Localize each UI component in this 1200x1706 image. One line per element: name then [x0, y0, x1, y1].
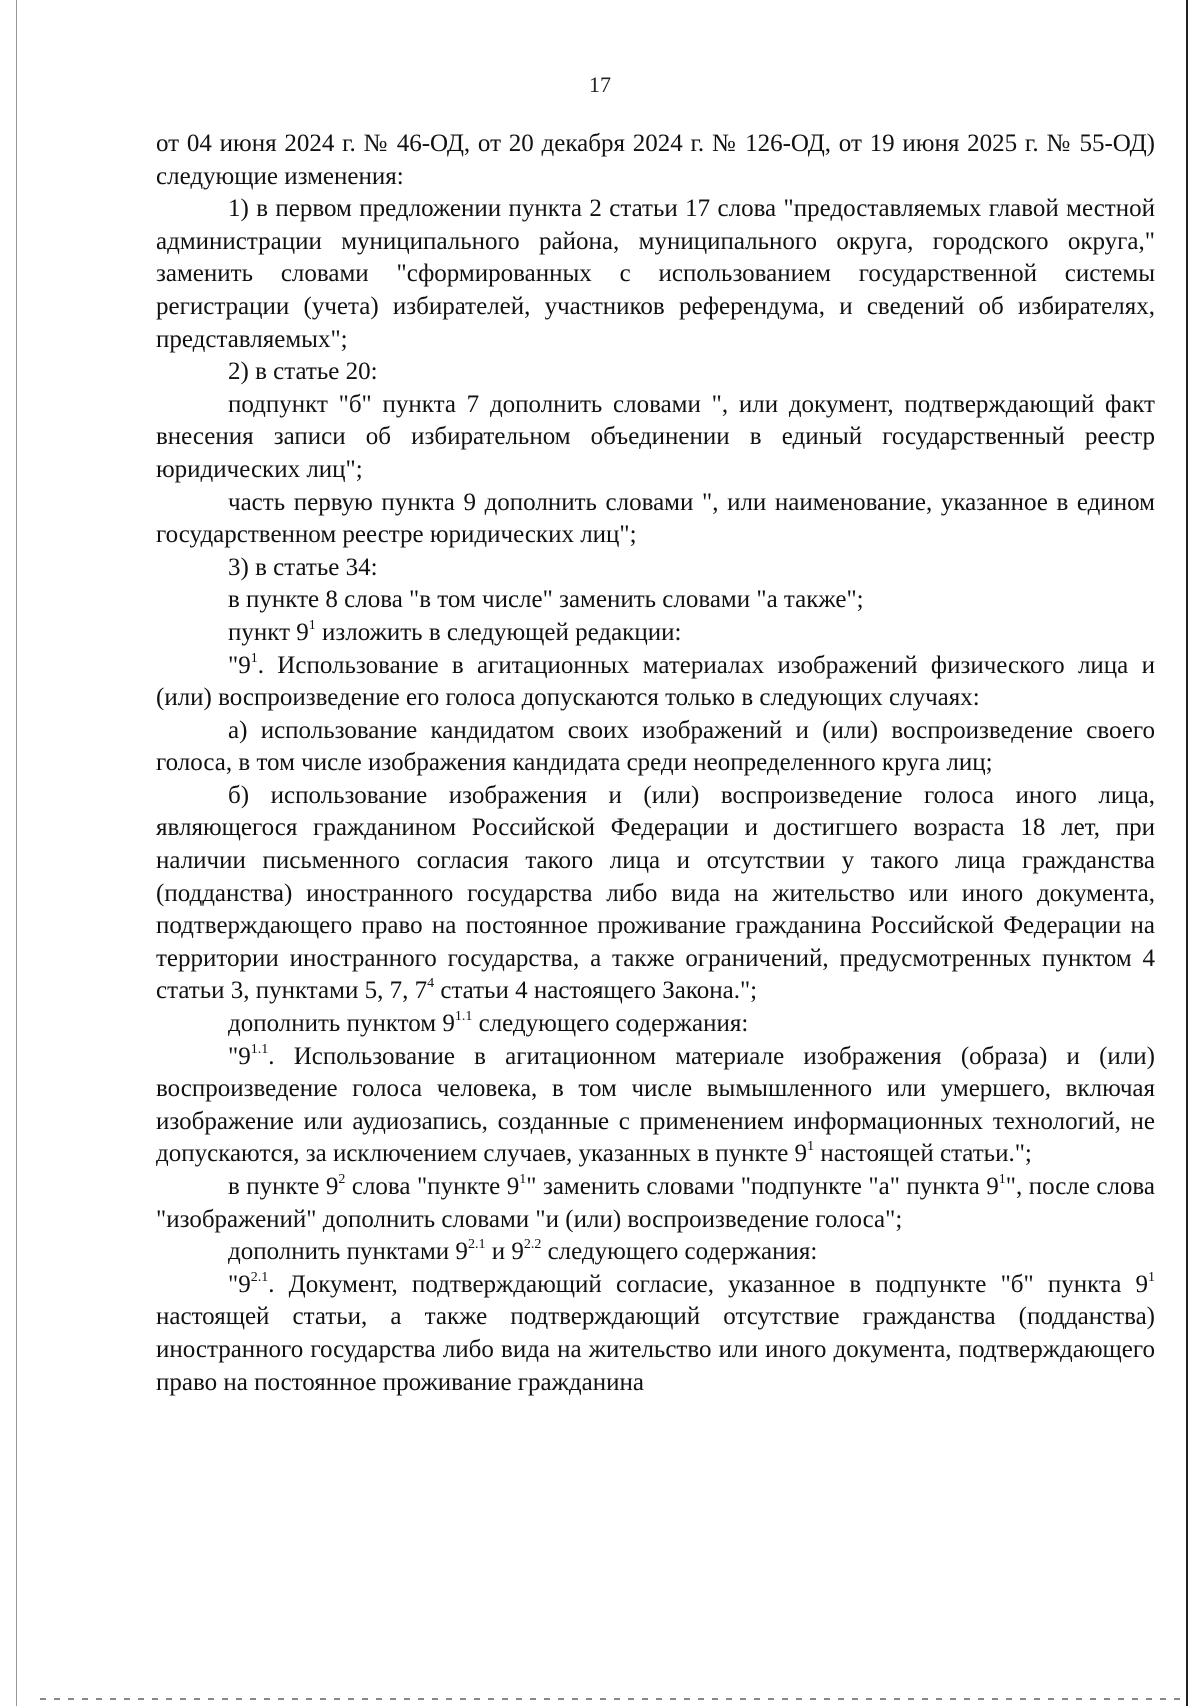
paragraph [156, 1008, 1155, 1041]
document-body [156, 128, 1155, 1399]
text-run: ", после слова "изображений" дополнить словами "и (или) воспроизведение голоса"; [156, 1173, 1155, 1233]
paragraph [156, 128, 1155, 193]
text-run: статьи 4 настоящего Закона."; [434, 977, 758, 1005]
paragraph [156, 780, 1155, 1008]
text-run: следующего содержания: [472, 1010, 749, 1038]
text-run: часть первую пункта 9 дополнить словами ", или наименование, указанное в едином государственном реестре юридических лиц"; [156, 488, 1155, 549]
text-run: . Документ, подтверждающий согласие, указанное в подпункте "б" пункта 9 [268, 1270, 1148, 1298]
text-run: " заменить словами "подпункте "а" пункта 9 [526, 1173, 999, 1200]
paragraph [156, 715, 1155, 780]
text-run: следующего содержания: [541, 1238, 818, 1266]
paragraph [156, 617, 1155, 650]
superscript: 1 [250, 650, 258, 666]
superscript: 2.2 [523, 1237, 542, 1253]
paragraph [156, 356, 1155, 389]
paragraph [156, 584, 1155, 617]
text-run: слова "пункте 9 [345, 1173, 520, 1200]
text-run: дополнить пунктом 9 [228, 1010, 455, 1038]
superscript: 2 [338, 1172, 346, 1187]
text-run: 3) в статье 34: [228, 553, 378, 581]
paragraph [156, 552, 1155, 585]
text-run: "9 [228, 651, 251, 679]
superscript: 2.1 [467, 1237, 486, 1253]
paragraph [156, 389, 1155, 487]
text-run: . Использование в агитационных материалах изображений физического лица и (или) воспроизведение его голоса допускаются только в следующих случаях: [156, 651, 1155, 712]
paragraph [156, 193, 1155, 356]
text-run: подпункт "б" пункта 7 дополнить словами ", или документ, подтверждающий факт внесения записи об избирательном объединении в единый государственный реестр юридических лиц"; [156, 390, 1155, 483]
scan-edge-left [16, 0, 17, 1706]
paragraph [156, 1269, 1155, 1399]
text-run: изложить в следующей редакции: [315, 618, 682, 646]
text-run: от 04 июня 2024 г. № 46-ОД, от 20 декабря 2024 г. № 126-ОД, от 19 июня 2025 г. № 55-ОД) следующие изменения: [156, 130, 1155, 190]
superscript: 1 [998, 1172, 1006, 1187]
text-run: настоящей статьи."; [814, 1140, 1032, 1168]
text-run: и 9 [485, 1238, 524, 1266]
paragraph [156, 650, 1155, 715]
text-run: в пункте 8 слова "в том числе" заменить словами "а также"; [228, 586, 864, 614]
text-run: 2) в статье 20: [228, 358, 378, 386]
paragraph [156, 1171, 1155, 1236]
text-run: "9 [228, 1270, 251, 1298]
paragraph [156, 1236, 1155, 1269]
superscript: 1.1 [454, 1009, 473, 1025]
paragraph [156, 487, 1155, 552]
superscript: 1 [1148, 1269, 1155, 1285]
text-run: дополнить пунктами 9 [228, 1238, 468, 1266]
page-number: 17 [589, 72, 611, 97]
paragraph [156, 1041, 1155, 1171]
text-run: настоящей статьи, а также подтверждающий отсутствие гражданства (подданства) иностранного государства либо вида на жительство или иного документа, подтверждающего право на постоянное проживание гражданина [156, 1303, 1155, 1396]
text-run: . Использование в агитационном материале изображения (образа) и (или) воспроизведение голоса человека, в том числе вымышленного или умершего, включая изображение или аудиозапись, созданные с применением информационных технологий, не допускаются, за исключением случаев, указанных в пункте 9 [156, 1042, 1155, 1168]
superscript: 1 [308, 617, 316, 633]
scan-edge-right [1186, 0, 1188, 1706]
text-run: "9 [228, 1042, 251, 1070]
superscript: 4 [427, 976, 435, 992]
superscript: 2.1 [250, 1269, 269, 1285]
scan-edge-bottom [40, 1698, 1180, 1700]
superscript: 1 [519, 1172, 527, 1187]
text-run: а) использование кандидатом своих изображений и (или) воспроизведение своего голоса, в том числе изображения кандидата среди неопределенного круга лиц; [156, 716, 1155, 777]
superscript: 1 [807, 1139, 815, 1155]
text-run: пункт 9 [228, 618, 309, 646]
text-run: б) использование изображения и (или) воспроизведение голоса иного лица, являющегося гражданином Российской Федерации и достигшего возраста 18 лет, при наличии письменного согласия такого лица и отсутствии у такого лица гражданства (подданства) иностранного государства либо вида на жительство или иного документа, подтверждающего право на постоянное проживание гражданина Российской Федерации на территории иностранного государства, а также ограничений, предусмотренных пунктом 4 статьи 3, пунктами 5, 7, 7 [156, 781, 1155, 1005]
superscript: 1.1 [250, 1041, 269, 1057]
text-run: 1) в первом предложении пункта 2 статьи 17 слова "предоставляемых главой местной администрации муниципального района, муниципального округа, городского округа," заменить словами "сформированных с использованием государственной системы регистрации (учета) избирателей, участников референдума, и сведений об избирателях, представляемых"; [156, 195, 1155, 353]
text-run: в пункте 9 [228, 1173, 339, 1200]
